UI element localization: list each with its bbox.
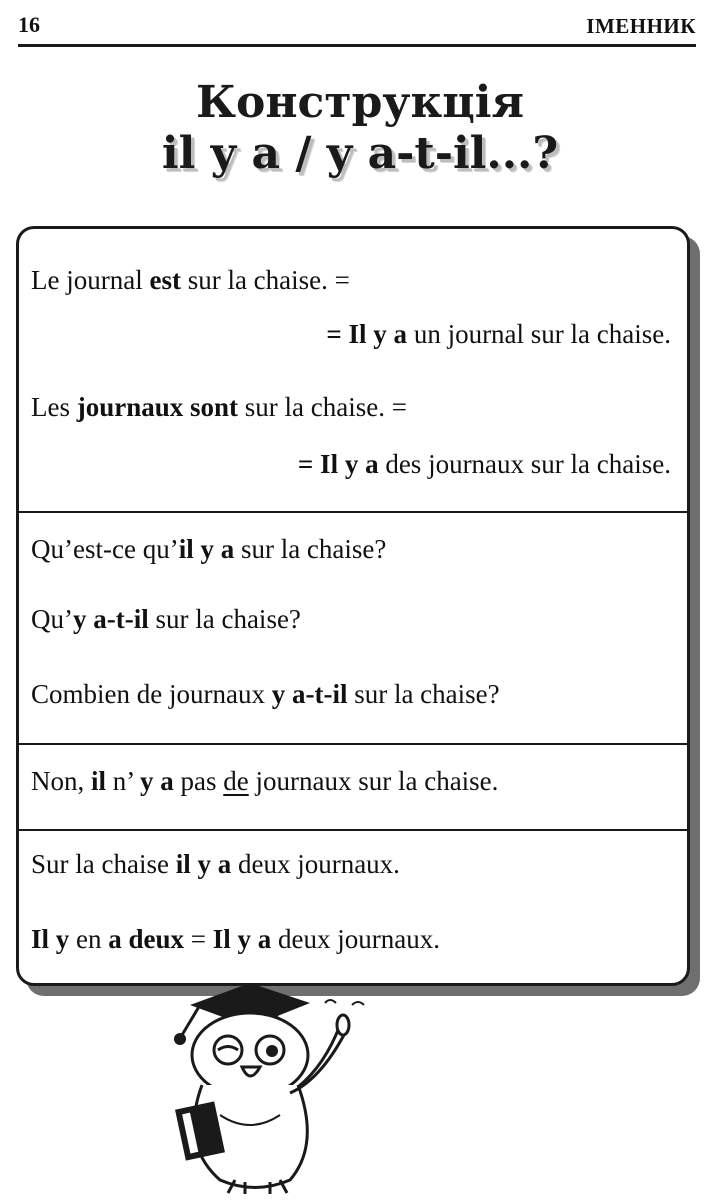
example-line: [31, 604, 301, 635]
text-segment: sur la chaise?: [148, 604, 301, 634]
text-segment: deux journaux.: [271, 924, 440, 954]
text-segment: sur la chaise?: [347, 679, 500, 709]
text-segment-bold: a deux: [108, 924, 185, 954]
example-line: [31, 766, 498, 797]
text-segment: sur la chaise. =: [238, 392, 407, 422]
example-line: [31, 265, 350, 296]
text-segment-bold: Il y a: [212, 924, 272, 954]
text-segment: des journaux sur la chaise.: [378, 449, 671, 479]
text-segment: =: [184, 924, 213, 954]
example-line: [31, 679, 500, 710]
text-segment-bold: sont: [190, 392, 239, 422]
example-line: [298, 449, 671, 480]
text-segment: Les: [31, 392, 77, 422]
text-segment-bold: y a-t-il: [73, 604, 149, 634]
text-segment: Sur la chaise: [31, 849, 176, 879]
text-segment-bold: est: [149, 265, 181, 295]
text-segment: Qu’: [31, 604, 73, 634]
title-line-2: il y a / y a-t-il...?: [161, 127, 559, 179]
text-segment: sur la chaise?: [234, 534, 387, 564]
text-segment: un journal sur la chaise.: [407, 319, 671, 349]
rule-box: [16, 226, 690, 986]
example-line: [31, 534, 386, 565]
text-segment: Combien de journaux: [31, 679, 272, 709]
text-segment-underlined: de: [223, 766, 249, 796]
text-segment-bold: il: [91, 766, 107, 796]
section-name: ІМЕННИК: [586, 14, 696, 38]
example-line: [31, 849, 400, 880]
text-segment-bold: = Il y a: [326, 319, 408, 349]
text-segment: n’: [106, 766, 141, 796]
text-segment: journaux sur la chaise.: [248, 766, 499, 796]
owl-professor-icon: [140, 975, 380, 1195]
example-line: [326, 319, 671, 350]
text-segment-bold: y a-t-il: [271, 679, 348, 709]
section-divider: [19, 829, 687, 831]
example-line: [31, 924, 440, 955]
text-segment-bold: il y a: [178, 534, 235, 564]
text-segment: sur la chaise. =: [180, 265, 350, 295]
text-segment: Le journal: [31, 265, 150, 295]
section-divider: [19, 743, 687, 745]
text-segment: Qu’est-ce qu’: [31, 534, 179, 564]
text-segment-bold: = Il y a: [297, 449, 379, 479]
text-segment: Non,: [31, 766, 91, 796]
section-divider: [19, 511, 687, 513]
text-segment: pas: [173, 766, 224, 796]
page-header: [18, 8, 696, 47]
text-segment-bold: il y a: [175, 849, 232, 879]
text-segment: en: [69, 924, 109, 954]
page-title: [0, 78, 720, 179]
text-segment: [183, 392, 190, 422]
example-line: [31, 392, 407, 423]
title-line-1: Конструкція: [195, 77, 525, 128]
page-number: 16: [18, 12, 40, 37]
text-segment-bold: Il y: [31, 924, 70, 954]
text-segment-bold: journaux: [76, 392, 184, 422]
text-segment-bold: y a: [140, 766, 174, 796]
text-segment: deux journaux.: [231, 849, 400, 879]
